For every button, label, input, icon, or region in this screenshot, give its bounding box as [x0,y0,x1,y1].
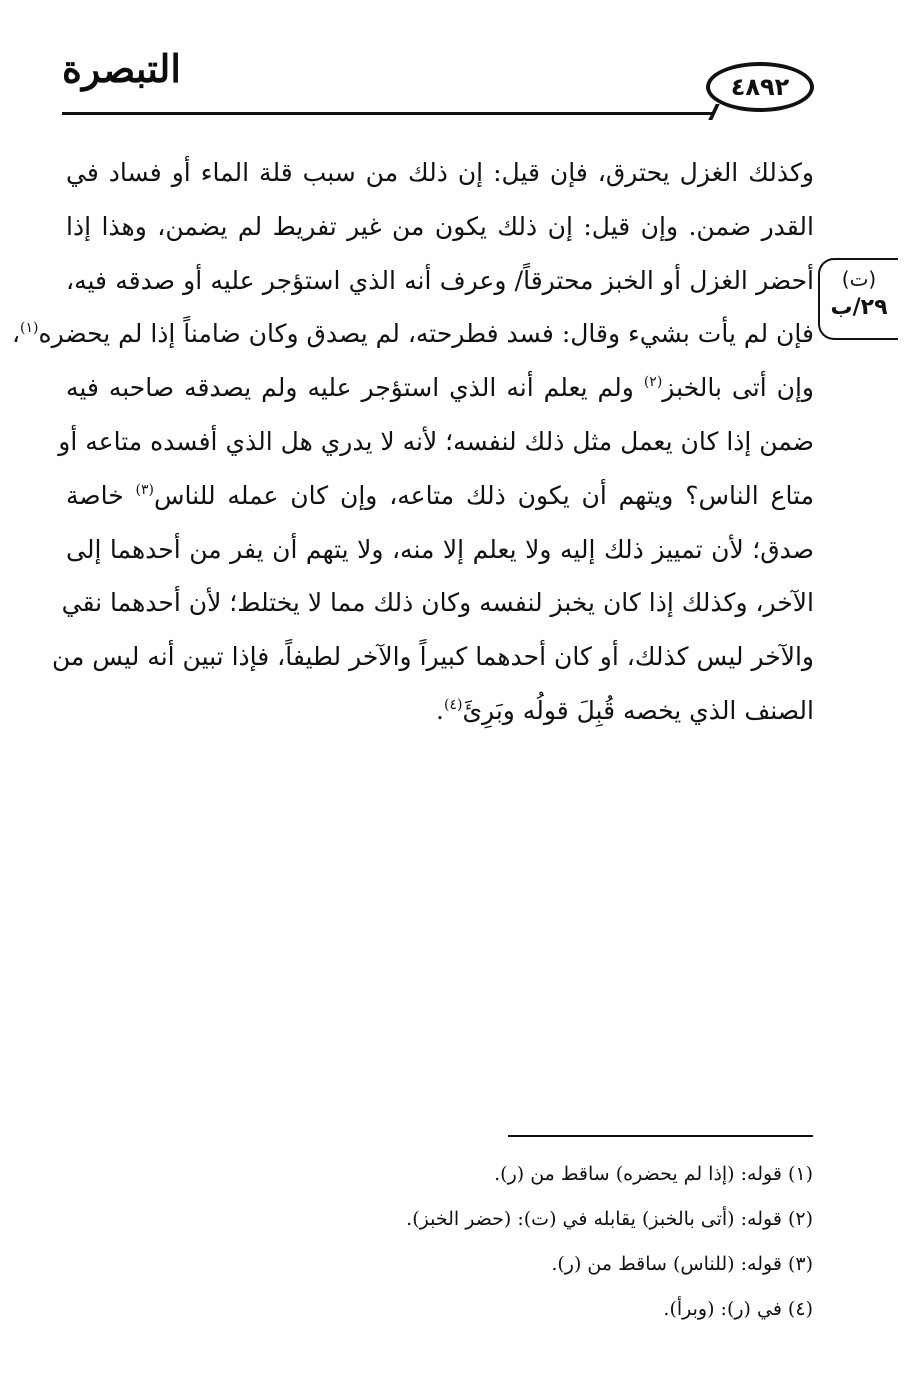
footnote-3: (٣) قوله: (للناس) ساقط من (ر). [551,1253,813,1275]
page-number: ٤٨٩٢ [730,73,790,101]
punctuation: . [436,695,444,725]
text-line [66,146,814,200]
punctuation: ، [11,319,21,349]
text-line-content: القدر ضمن. وإن قيل: إن ذلك يكون من غير تفريط لم يضمن، وهذا إذا [66,211,814,241]
footnote-separator [508,1135,813,1137]
footnote-2: (٢) قوله: (أتى بالخبز) يقابله في (ت): (حضر الخبز). [406,1208,813,1230]
text-line-content: خاصة [66,480,124,510]
text-line-content: الآخر، وكذلك إذا كان يخبز لنفسه وكان ذلك مما لا يختلط؛ لأن أحدهما نقي [61,588,814,618]
text-line [66,469,814,523]
text-line-content: والآخر ليس كذلك، أو كان أحدهما كبيراً والآخر لطيفاً، فإذا تبين أنه ليس من [51,642,814,672]
text-line [66,361,814,415]
manuscript-margin-note [818,258,898,340]
footnote-1: (١) قوله: (إذا لم يحضره) ساقط من (ر). [494,1163,813,1185]
page-number-frame [706,62,814,112]
footnotes [200,1152,813,1332]
text-line-content: أحضر الغزل أو الخبز محترقاً/ وعرف أنه الذي استؤجر عليه أو صدقه فيه، [66,265,814,295]
footnote-4: (٤) في (ر): (وبرأ). [663,1298,813,1320]
text-line-content: صدق؛ لأن تمييز ذلك إليه ولا يعلم إلا منه، ولا يتهم أن يفر من أحدهما إلى [66,534,814,564]
book-title: التبصرة [62,46,181,91]
margin-note-manuscript: (ت) [841,267,877,291]
main-text [11,146,815,738]
text-line-content: الصنف الذي يخصه قُبِلَ قولُه وبَرِئَ [462,695,814,725]
footnote-marker-1[interactable]: (١) [20,320,39,337]
footnote-marker-3[interactable]: (٣) [135,481,155,498]
text-line-content: وكذلك الغزل يحترق، فإن قيل: إن ذلك من سبب قلة الماء أو فساد في [66,158,814,187]
header-rule [62,112,712,115]
text-line [61,576,814,630]
text-line [66,684,814,738]
text-line-content: ضمن إذا كان يعمل مثل ذلك لنفسه؛ لأنه لا يدري هل الذي أفسده متاعه أو [58,426,814,456]
footnote-marker-4[interactable]: (٤) [443,696,463,713]
text-line [11,307,814,361]
text-line [66,523,814,577]
text-line-content: فإن لم يأت بشيء وقال: فسد فطرحته، لم يصدق وكان ضامناً إذا لم يحضره [38,319,814,349]
footnote-marker-2[interactable]: (٢) [643,374,663,391]
text-line-content: ولم يعلم أنه الذي استؤجر عليه ولم يصدقه صاحبه فيه [66,373,634,403]
text-line [51,630,814,684]
text-line [66,254,814,308]
margin-note-folio: ٢٩/ب [830,295,888,320]
text-line-content: متاع الناس؟ ويتهم أن يكون ذلك متاعه، وإن كان عمله للناس [154,480,815,510]
text-line-content: وإن أتى بالخبز [662,373,814,403]
text-line [66,200,814,254]
page-header [0,0,920,140]
text-line [58,415,814,469]
